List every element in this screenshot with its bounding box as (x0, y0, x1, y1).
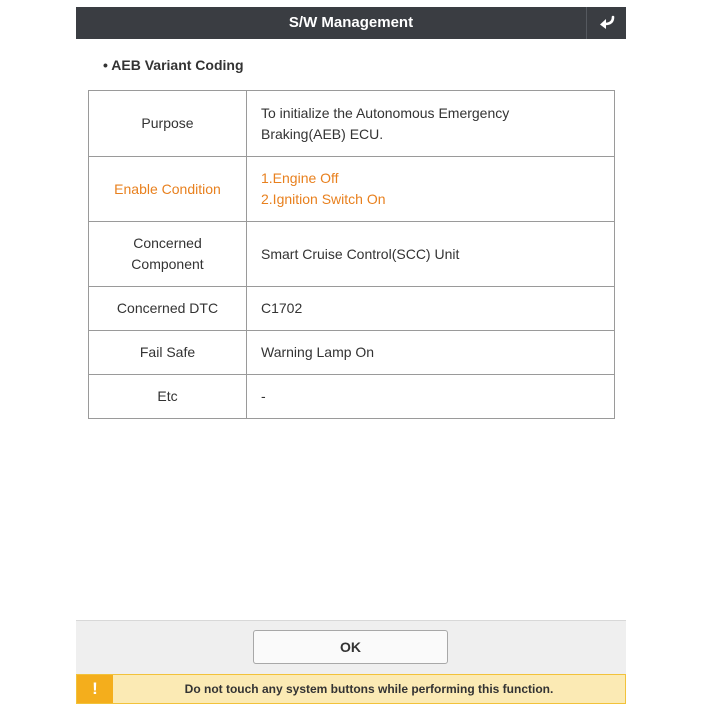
fail-safe-value: Warning Lamp On (247, 331, 615, 375)
footer-bar (76, 620, 626, 674)
warning-icon: ! (77, 675, 113, 703)
etc-label: Etc (89, 375, 247, 419)
table-row-concerned-dtc (89, 287, 615, 331)
concerned-component-label: Concerned Component (89, 222, 247, 287)
title-bar (76, 7, 626, 39)
section-title: • AEB Variant Coding (103, 57, 244, 73)
page-title: S/W Management (288, 14, 414, 31)
table-row-concerned-component (89, 222, 615, 287)
enable-condition-label: Enable Condition (89, 157, 247, 222)
info-table (88, 90, 615, 419)
fail-safe-label: Fail Safe (89, 331, 247, 375)
ok-button[interactable]: OK (253, 630, 448, 664)
concerned-component-value: Smart Cruise Control(SCC) Unit (247, 222, 615, 287)
etc-value: - (247, 375, 615, 419)
back-button[interactable] (586, 7, 626, 39)
warning-bar (76, 674, 626, 704)
table-row-fail-safe (89, 331, 615, 375)
concerned-dtc-label: Concerned DTC (89, 287, 247, 331)
concerned-dtc-value: C1702 (247, 287, 615, 331)
return-arrow-icon (598, 15, 616, 31)
purpose-value: To initialize the Autonomous Emergency Braking(AEB) ECU. (247, 91, 615, 157)
purpose-label: Purpose (89, 91, 247, 157)
table-row-etc (89, 375, 615, 419)
warning-text: Do not touch any system buttons while performing this function. (184, 682, 554, 696)
table-row-purpose (89, 91, 615, 157)
enable-condition-value: 1.Engine Off 2.Ignition Switch On (247, 157, 615, 222)
table-row-enable-condition (89, 157, 615, 222)
